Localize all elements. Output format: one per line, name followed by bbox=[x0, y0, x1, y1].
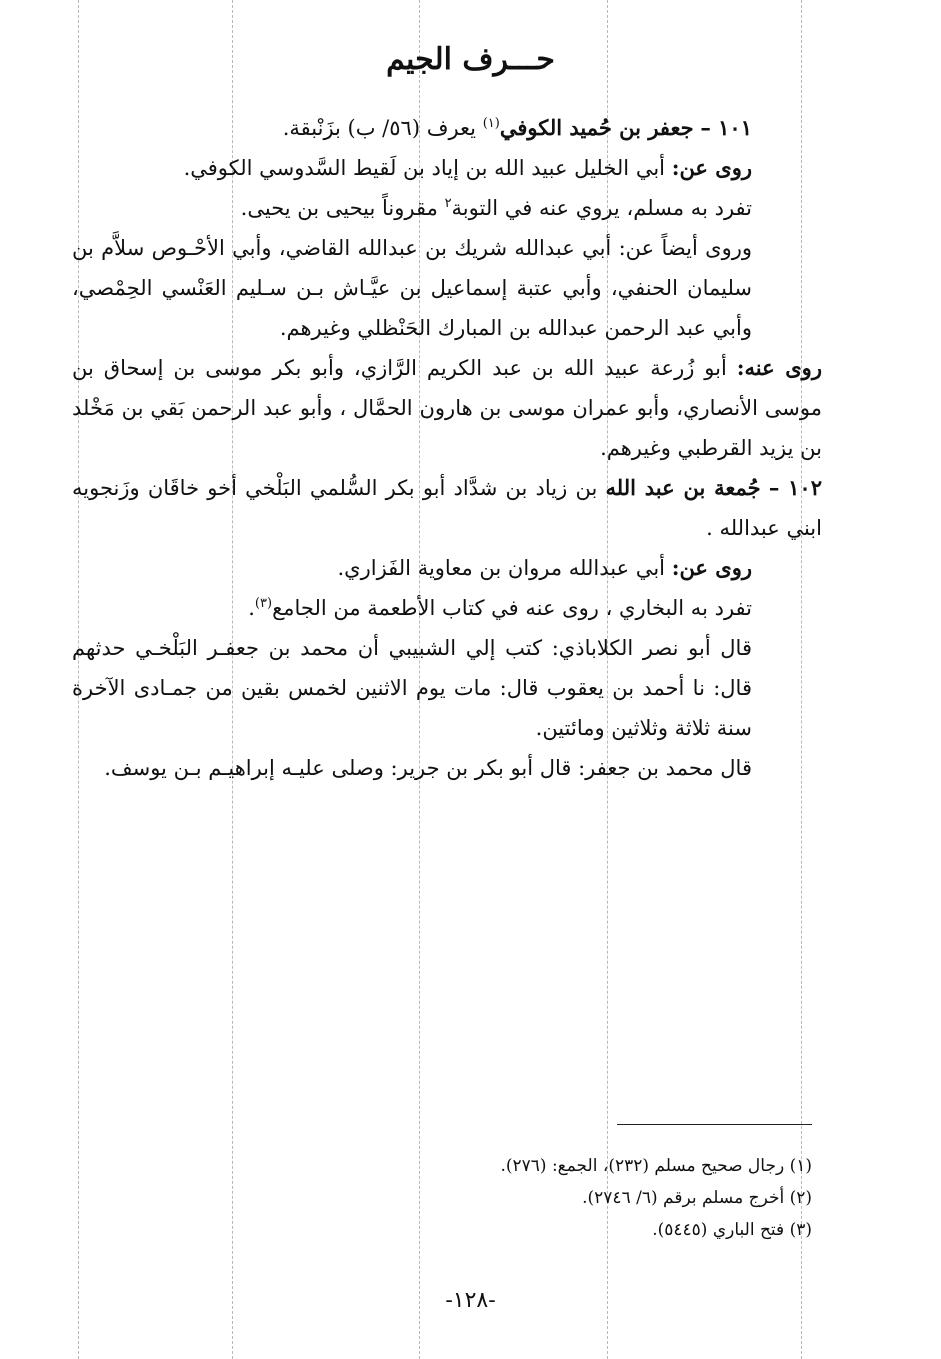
riwaya-anhu-label: روى عنه: bbox=[736, 355, 822, 380]
footnote-ref: (١) bbox=[482, 116, 500, 131]
riwaya-an-text: أبي عبدالله مروان بن معاوية الفَزاري. bbox=[337, 556, 665, 580]
footnote-item: (١) رجال صحيح مسلم (٢٣٢)، الجمع: (٢٧٦). bbox=[500, 1156, 812, 1176]
entry-number: ١٠٢ – bbox=[768, 475, 822, 500]
footnote-item: (٢) أخرج مسلم برقم (٦/ ٢٧٤٦). bbox=[582, 1188, 812, 1208]
entry-number: ١٠١ – bbox=[700, 115, 752, 140]
footnote-item: (٣) فتح الباري (٥٤٤٥). bbox=[652, 1220, 812, 1240]
footnotes bbox=[300, 1150, 812, 1246]
qala-paragraph: قال أبو نصر الكلاباذي: كتب إلي الشبيبي أن محمد بن جعفـر البَلْخـي حدثهم قال: نا أحمد بن يعقوب قال: مات يوم الاثنين لخمس بقين من جمـادى الآخرة سنة ثلاثة وثلاثين ومائتين. bbox=[72, 636, 752, 740]
entry-description: بن زياد بن شدَّاد أبو بكر السُّلمي البَلْخي أخو خاقَان وزَنجويه ابني عبدالله . bbox=[72, 476, 822, 540]
qala-paragraph: قال محمد بن جعفر: قال أبو بكر بن جرير: وصلى عليـه إبراهيـم بـن يوسف. bbox=[104, 756, 752, 780]
tafarrud-text-b: مقروناً بيحيى بن يحيى. bbox=[240, 196, 438, 220]
riwaya-an bbox=[72, 148, 822, 188]
riwaya-an bbox=[72, 548, 822, 588]
riwaya-an-label: روى عن: bbox=[671, 155, 752, 180]
footnote-separator bbox=[617, 1124, 812, 1125]
entry-heading bbox=[72, 108, 822, 148]
entry-heading bbox=[72, 468, 822, 548]
entry-description: يعرف (٥٦/ ب) بزَنْبقة. bbox=[282, 116, 477, 140]
riwaya-an-label: روى عن: bbox=[671, 555, 752, 580]
entry-name: جعفر بن حُميد الكوفي bbox=[499, 115, 694, 140]
also-narrated: وروى أيضاً عن: أبي عبدالله شريك بن عبدالله القاضي، وأبي الأحْـوص سلاَّم بن سليمان الحنفي، وأبي عتبة إسماعيل بن عيَّـاش بـن سـليم العَنْسي الحِمْصي، وأبي عبد الرحمن عبدالله بن المبارك الحَنْظلي وغيرهم. bbox=[72, 236, 752, 340]
page-header: حـــرف الجيم bbox=[386, 42, 555, 77]
tafarrud-text-a: تفرد به مسلم، يروي عنه في التوبة bbox=[451, 196, 752, 220]
footnote-ref: ٢ bbox=[444, 196, 452, 211]
main-text bbox=[72, 108, 822, 788]
riwaya-anhu-text: أبو زُرعة عبيد الله بن عبد الكريم الرَّازي، وأبو بكر موسى بن إسحاق بن موسى الأنصاري، وأبو عمران موسى بن هارون الحمَّال ، وأبو عبد الرحمن بَقي بن مَخْلد بن يزيد القرطبي وغيرهم. bbox=[72, 356, 822, 460]
tafarrud-text-a: تفرد به البخاري ، روى عنه في كتاب الأطعمة من الجامع bbox=[272, 596, 752, 620]
tafarrud-note bbox=[72, 188, 822, 228]
tafarrud-text-b: . bbox=[248, 596, 255, 620]
page-number: -١٢٨- bbox=[445, 1288, 496, 1313]
tafarrud-note bbox=[72, 588, 822, 628]
footnote-ref: (٣) bbox=[254, 596, 273, 611]
riwaya-anhu bbox=[72, 348, 822, 468]
entry-name: جُمعة بن عبد الله bbox=[605, 475, 761, 500]
riwaya-an-text: أبي الخليل عبيد الله بن إياد بن لَقيط السَّدوسي الكوفي. bbox=[183, 156, 665, 180]
